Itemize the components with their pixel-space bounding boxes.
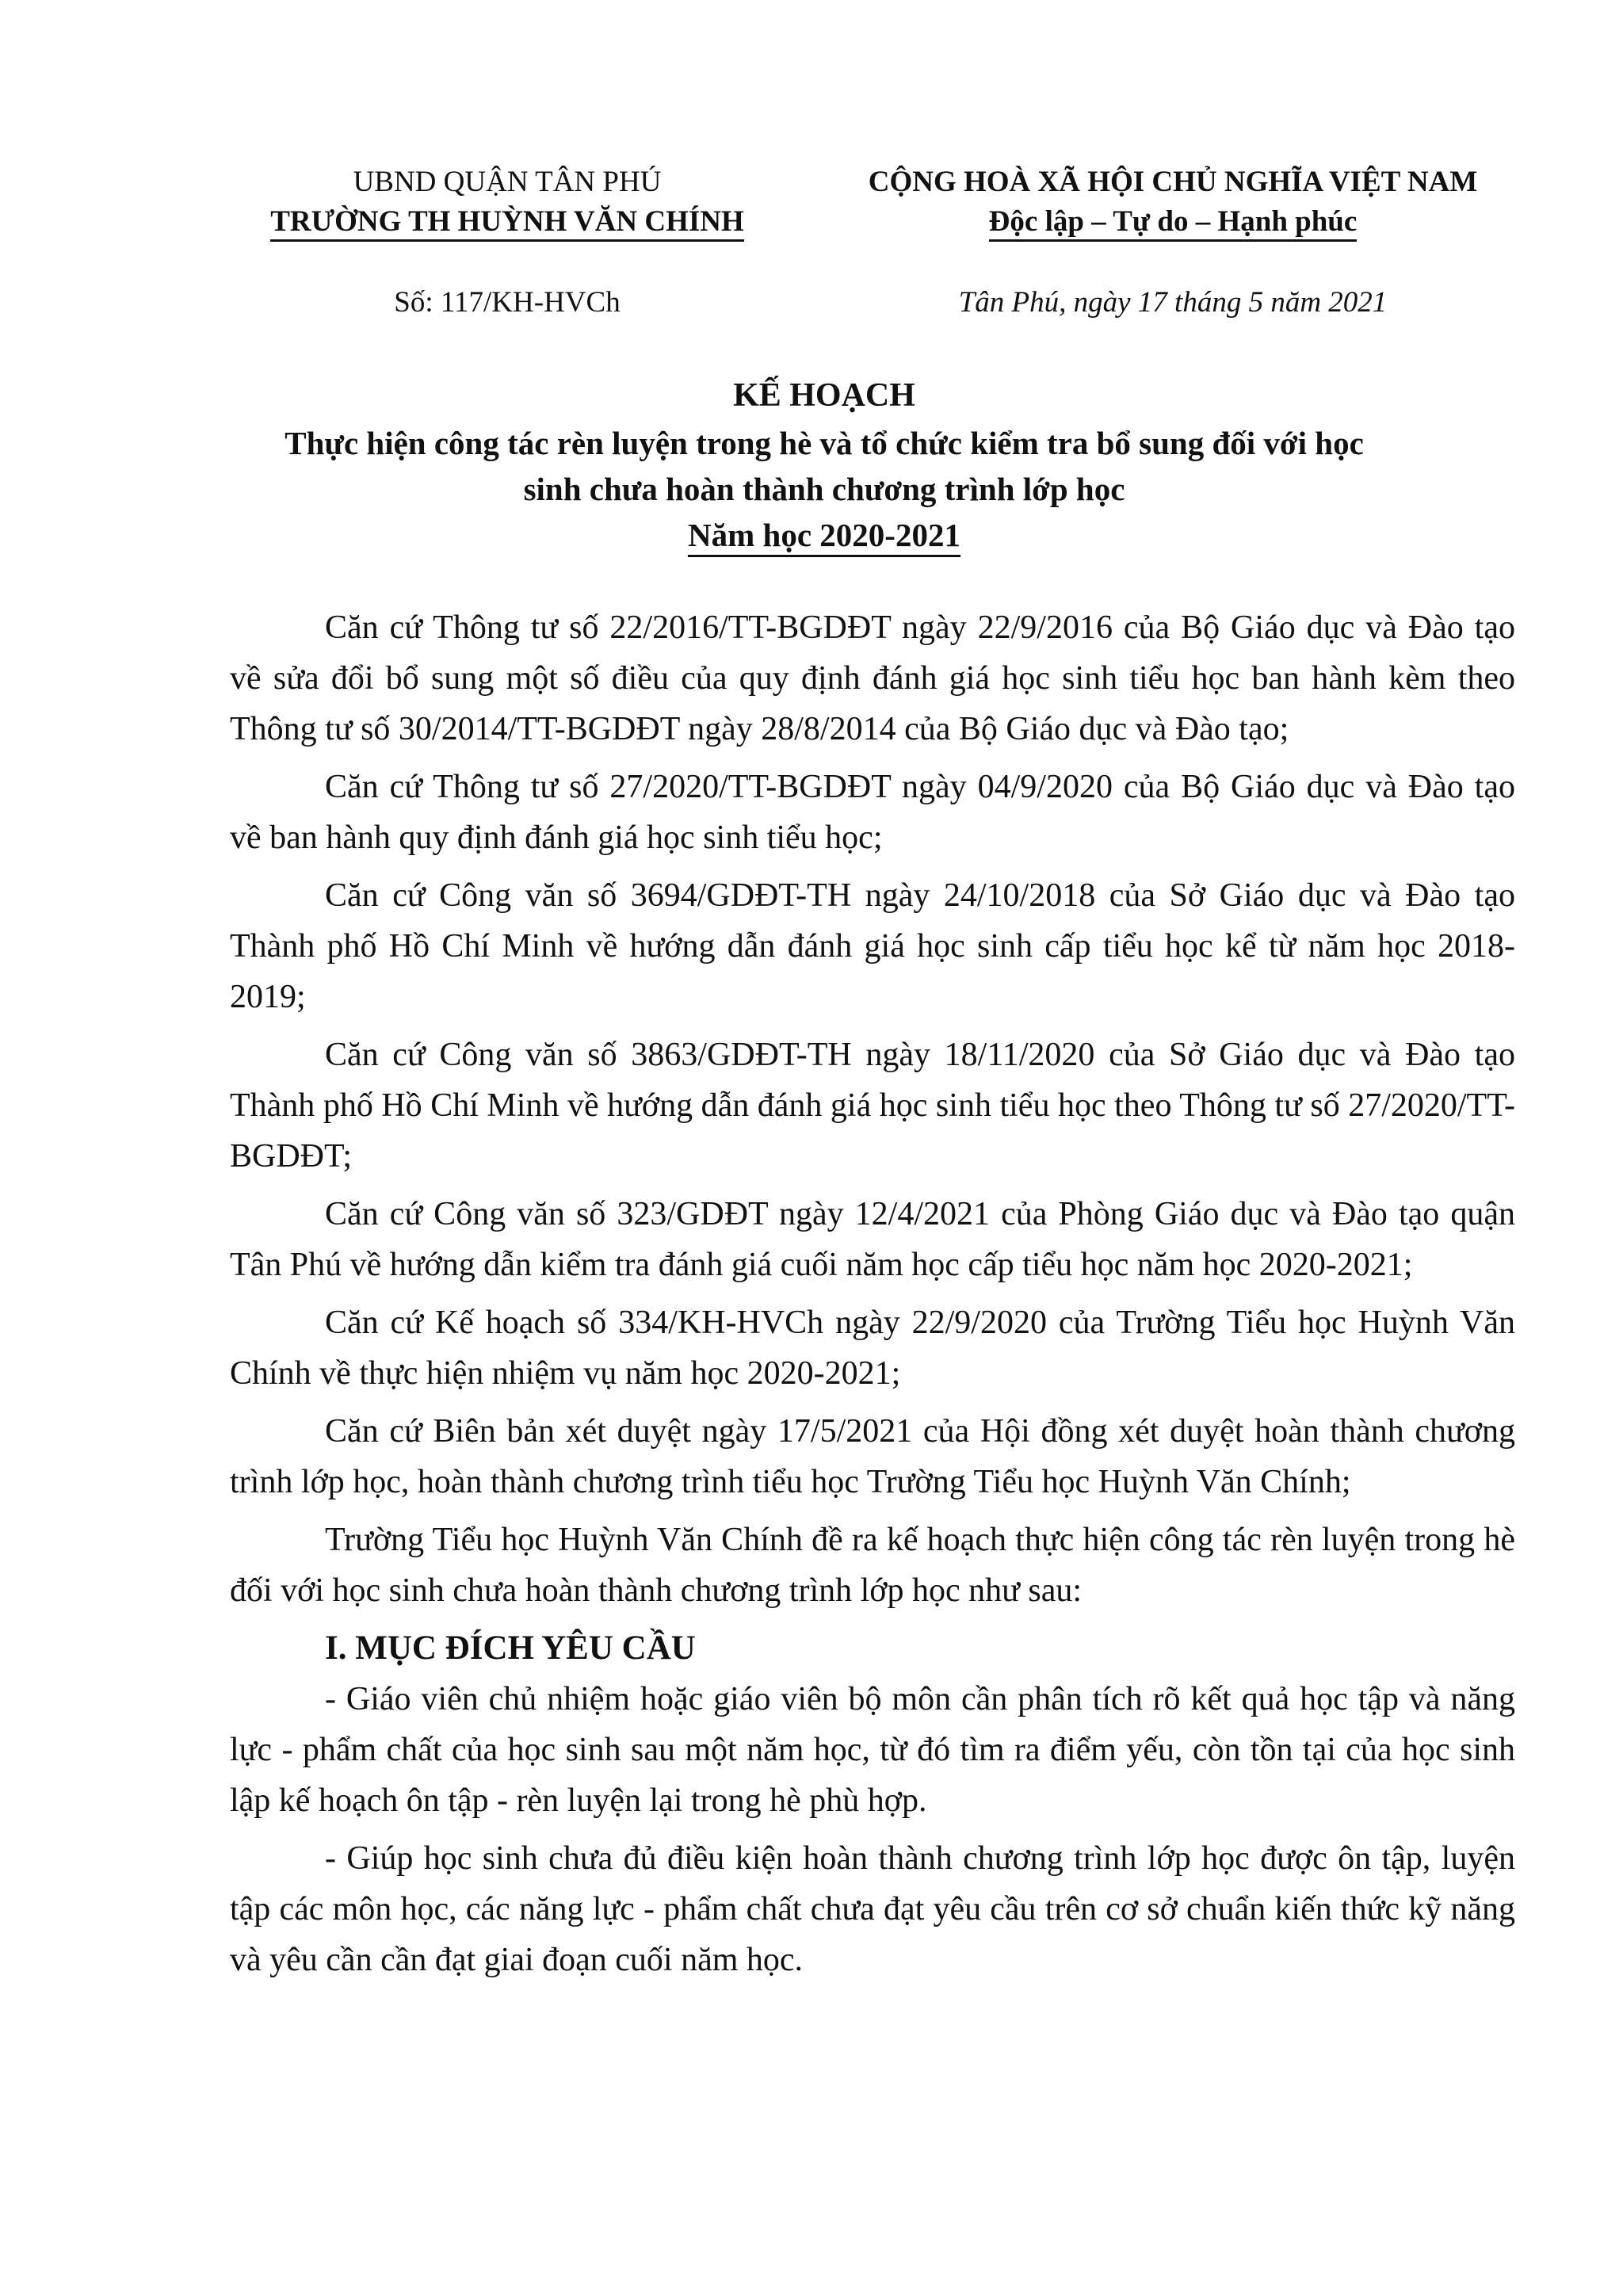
legal-basis-paragraph: Căn cứ Công văn số 3863/GDĐT-TH ngày 18/11/2020 của Sở Giáo dục và Đào tạo Thành phố Hồ Chí Minh về hướng dẫn đánh giá học sinh tiểu học theo Thông tư số 27/2020/TT-BGDĐT; [230, 1037, 1515, 1175]
section-heading: I. MỤC ĐÍCH YÊU CẦU [325, 1629, 696, 1667]
section-item: - Giáo viên chủ nhiệm hoặc giáo viên bộ môn cần phân tích rõ kết quả học tập và năng lực - phẩm chất của học sinh sau một năm học, từ đó tìm ra điểm yếu, còn tồn tại của học sinh lập kế hoạch ôn tập - rèn luyện lại trong hè phù hợp. [230, 1681, 1515, 1819]
document-meta [0, 285, 1623, 333]
section-item: - Giúp học sinh chưa đủ điều kiện hoàn thành chương trình lớp học được ôn tập, luyện tập các môn học, các năng lực - phẩm chất chưa đạt yêu cầu trên cơ sở chuẩn kiến thức kỹ năng và yêu cần cần đạt giai đoạn cuối năm học. [230, 1840, 1515, 1978]
issuer-block [238, 162, 777, 242]
document-body [230, 602, 1515, 1992]
document-number: Số: 117/KH-HVCh [394, 286, 621, 319]
national-motto-block [864, 162, 1482, 242]
legal-basis-paragraph: Căn cứ Công văn số 3694/GDĐT-TH ngày 24/10/2018 của Sở Giáo dục và Đào tạo Thành phố Hồ Chí Minh về hướng dẫn đánh giá học sinh cấp tiểu học kể từ năm học 2018-2019; [230, 877, 1515, 1015]
title-main: KẾ HOẠCH [733, 377, 915, 414]
issuer-district: UBND QUẬN TÂN PHÚ [353, 166, 662, 198]
document-header [0, 162, 1623, 297]
legal-basis-paragraph: Căn cứ Thông tư số 22/2016/TT-BGDĐT ngày 22/9/2016 của Bộ Giáo dục và Đào tạo về sửa đổi bổ sung một số điều của quy định đánh giá học sinh tiểu học ban hành kèm theo Thông tư số 30/2014/TT-BGDĐT ngày 28/8/2014 của Bộ Giáo dục và Đào tạo; [230, 609, 1515, 747]
legal-basis-paragraph: Căn cứ Kế hoạch số 334/KH-HVCh ngày 22/9/2020 của Trường Tiểu học Huỳnh Văn Chính về thực hiện nhiệm vụ năm học 2020-2021; [230, 1305, 1515, 1392]
title-year: Năm học 2020-2021 [688, 515, 960, 557]
intro-paragraph: Trường Tiểu học Huỳnh Văn Chính đề ra kế hoạch thực hiện công tác rèn luyện trong hè đối với học sinh chưa hoàn thành chương trình lớp học như sau: [230, 1522, 1515, 1609]
legal-basis-paragraph: Căn cứ Biên bản xét duyệt ngày 17/5/2021 của Hội đồng xét duyệt hoàn thành chương trình lớp học, hoàn thành chương trình tiểu học Trường Tiểu học Huỳnh Văn Chính; [230, 1413, 1515, 1500]
national-motto: Độc lập – Tự do – Hạnh phúc [989, 204, 1358, 242]
legal-basis-paragraph: Căn cứ Thông tư số 27/2020/TT-BGDĐT ngày 04/9/2020 của Bộ Giáo dục và Đào tạo về ban hành quy định đánh giá học sinh tiểu học; [230, 769, 1515, 856]
issuer-school: TRƯỜNG TH HUỲNH VĂN CHÍNH [270, 204, 744, 242]
national-name: CỘNG HOÀ XÃ HỘI CHỦ NGHĨA VIỆT NAM [868, 166, 1478, 198]
title-line-2: sinh chưa hoàn thành chương trình lớp học [523, 471, 1125, 507]
document-title [182, 372, 1466, 558]
legal-basis-paragraph: Căn cứ Công văn số 323/GDĐT ngày 12/4/2021 của Phòng Giáo dục và Đào tạo quận Tân Phú về hướng dẫn kiểm tra đánh giá cuối năm học cấp tiểu học năm học 2020-2021; [230, 1196, 1515, 1283]
document-place-date: Tân Phú, ngày 17 tháng 5 năm 2021 [958, 286, 1388, 319]
title-line-1: Thực hiện công tác rèn luyện trong hè và tổ chức kiểm tra bổ sung đối với học [285, 425, 1364, 461]
